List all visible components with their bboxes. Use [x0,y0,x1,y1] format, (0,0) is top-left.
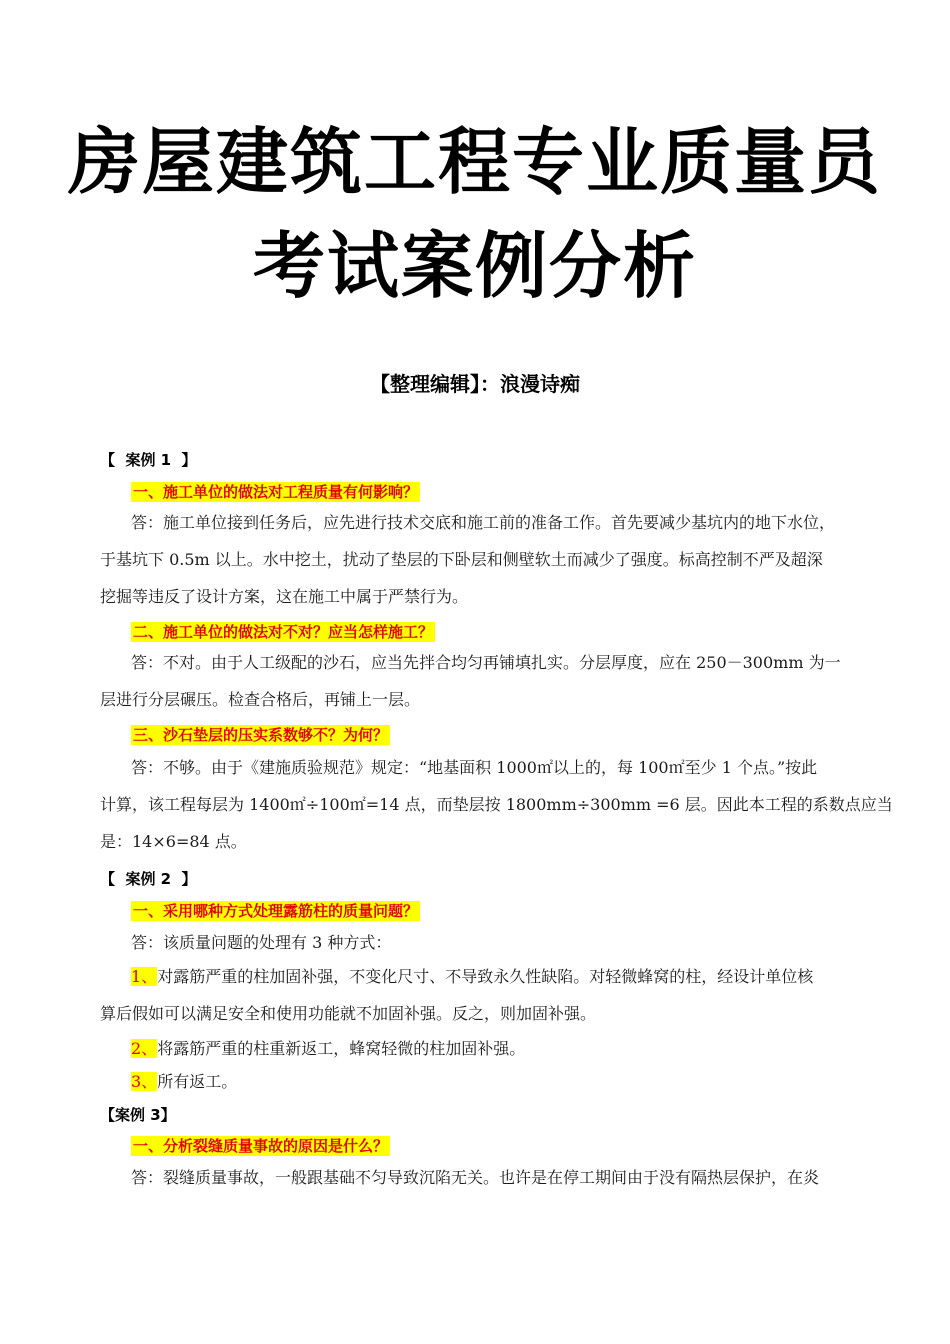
document-title-line1: 房屋建筑工程专业质量员 [67,120,882,204]
case1-answer1-line3: 挖掘等违反了设计方案，这在施工中属于严禁行为。 [100,587,469,606]
case3-question1: 一、分析裂缝质量事故的原因是什么？ [133,1137,389,1155]
case1-heading: 【 案例 1 】 [100,451,197,469]
case1-question3: 三、沙石垫层的压实系数够不？为何？ [133,726,389,744]
case2-item1-line1 [131,966,883,988]
case2-item3 [131,1071,883,1093]
case2-item1-text: 对露筋严重的柱加固补强，不变化尺寸、不导致永久性缺陷。对轻微蜂窝的柱，经设计单位核 [157,967,814,986]
case2-item1-number: 1、 [131,967,158,986]
case1-answer1-line2: 于基坑下 0.5m 以上。水中挖土，扰动了垫层的下卧层和侧壁软土而减少了强度。标高控制不严及超深 [100,550,823,569]
case2-item3-number: 3、 [131,1072,158,1091]
document-title-line2: 考试案例分析 [252,224,697,308]
case1-question2: 二、施工单位的做法对不对？应当怎样施工？ [133,623,434,641]
case2-item2-text: 将露筋严重的柱重新返工，蜂窝轻微的柱加固补强。 [157,1039,526,1058]
editor-credit: 【整理编辑】：浪漫诗痴 [370,372,580,396]
case1-answer3-line2: 计算，该工程每层为 1400㎡÷100㎡=14 点，而垫层按 1800mm÷300mm =6 层。因此本工程的系数点应当 [100,795,893,814]
case2-answer1-line1: 答：该质量问题的处理有 3 种方式： [131,933,392,952]
case1-answer2-line1: 答：不对。由于人工级配的沙石，应当先拌合均匀再铺填扎实。分层厚度，应在 250－300mm 为一 [131,653,841,672]
case2-question1: 一、采用哪种方式处理露筋柱的质量问题？ [133,902,419,920]
case1-question1: 一、施工单位的做法对工程质量有何影响？ [133,483,419,501]
case1-answer3-line1: 答：不够。由于《建施质验规范》规定：“地基面积 1000㎡以上的，每 100㎡至少 1 个点。”按此 [131,758,818,777]
case2-item1-line2: 算后假如可以满足安全和使用功能就不加固补强。反之，则加固补强。 [100,1004,597,1023]
case3-answer1-line1: 答：裂缝质量事故，一般跟基础不匀导致沉陷无关。也许是在停工期间由于没有隔热层保护，在炎 [131,1168,820,1187]
case2-item2 [131,1038,883,1060]
case2-item3-text: 所有返工。 [157,1072,238,1091]
case3-heading: 【案例 3】 [100,1106,176,1124]
case2-heading: 【 案例 2 】 [100,870,197,888]
case1-answer2-line2: 层进行分层碾压。检查合格后，再铺上一层。 [100,690,421,709]
case1-answer3-line3: 是：14×6=84 点。 [100,832,247,851]
case1-answer1-line1: 答：施工单位接到任务后，应先进行技术交底和施工前的准备工作。首先要减少基坑内的地下水位， [131,513,836,532]
case2-item2-number: 2、 [131,1039,158,1058]
